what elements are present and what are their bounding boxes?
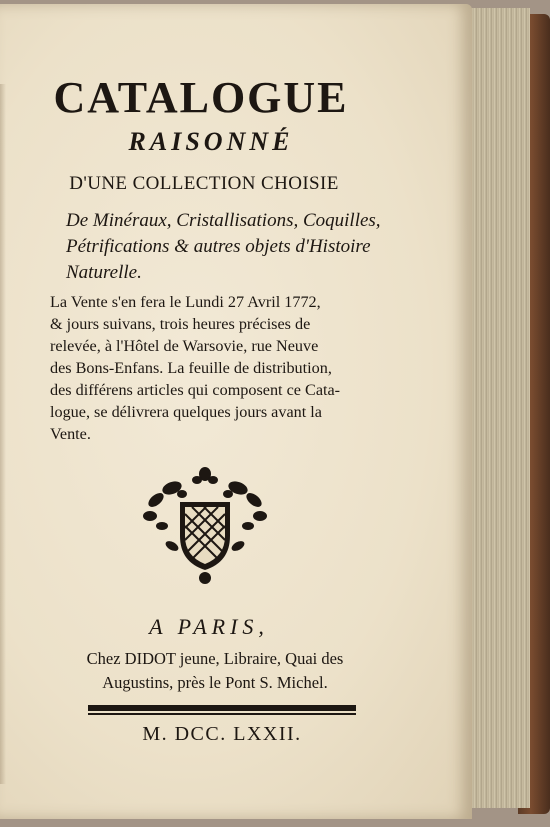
catalogue-title: CATALOGUE (53, 73, 349, 122)
thin-rule (88, 713, 356, 715)
description-line: De Minéraux, Cristallisations, Coquilles, (66, 210, 381, 231)
description-line: Naturelle. (66, 262, 142, 283)
publisher-line: Chez DIDOT jeune, Libraire, Quai des (86, 649, 344, 668)
thick-rule (88, 705, 356, 711)
title-page (0, 4, 472, 819)
sale-notice (50, 291, 340, 445)
publisher-line: Augustins, près le Pont S. Michel. (102, 673, 328, 692)
notice-line: des différens articles qui composent ce Cata- (50, 381, 341, 399)
catalogue-subtitle: RAISONNÉ (128, 127, 294, 156)
floral-shield-ornament-icon (142, 466, 268, 586)
notice-line: logue, se délivrera quelques jours avant la (50, 403, 322, 421)
description-block (66, 208, 381, 286)
notice-line: des Bons-Enfans. La feuille de distribution, (50, 359, 332, 377)
page-block (466, 8, 530, 808)
notice-line: & jours suivans, trois heures précises de (50, 315, 311, 333)
notice-line: La Vente s'en fera le Lundi 27 Avril 1772, (50, 293, 321, 311)
place-of-publication: A PARIS, (149, 614, 269, 639)
imprint-date: M. DCC. LXXII. (142, 723, 302, 745)
gutter-shadow (0, 84, 6, 784)
description-line: Pétrifications & autres objets d'Histoire (66, 236, 371, 257)
notice-line: Vente. (50, 425, 91, 443)
publisher-block (60, 647, 370, 695)
collection-heading: D'UNE COLLECTION CHOISIE (69, 173, 339, 194)
notice-line: relevée, à l'Hôtel de Warsovie, rue Neuve (50, 337, 319, 355)
